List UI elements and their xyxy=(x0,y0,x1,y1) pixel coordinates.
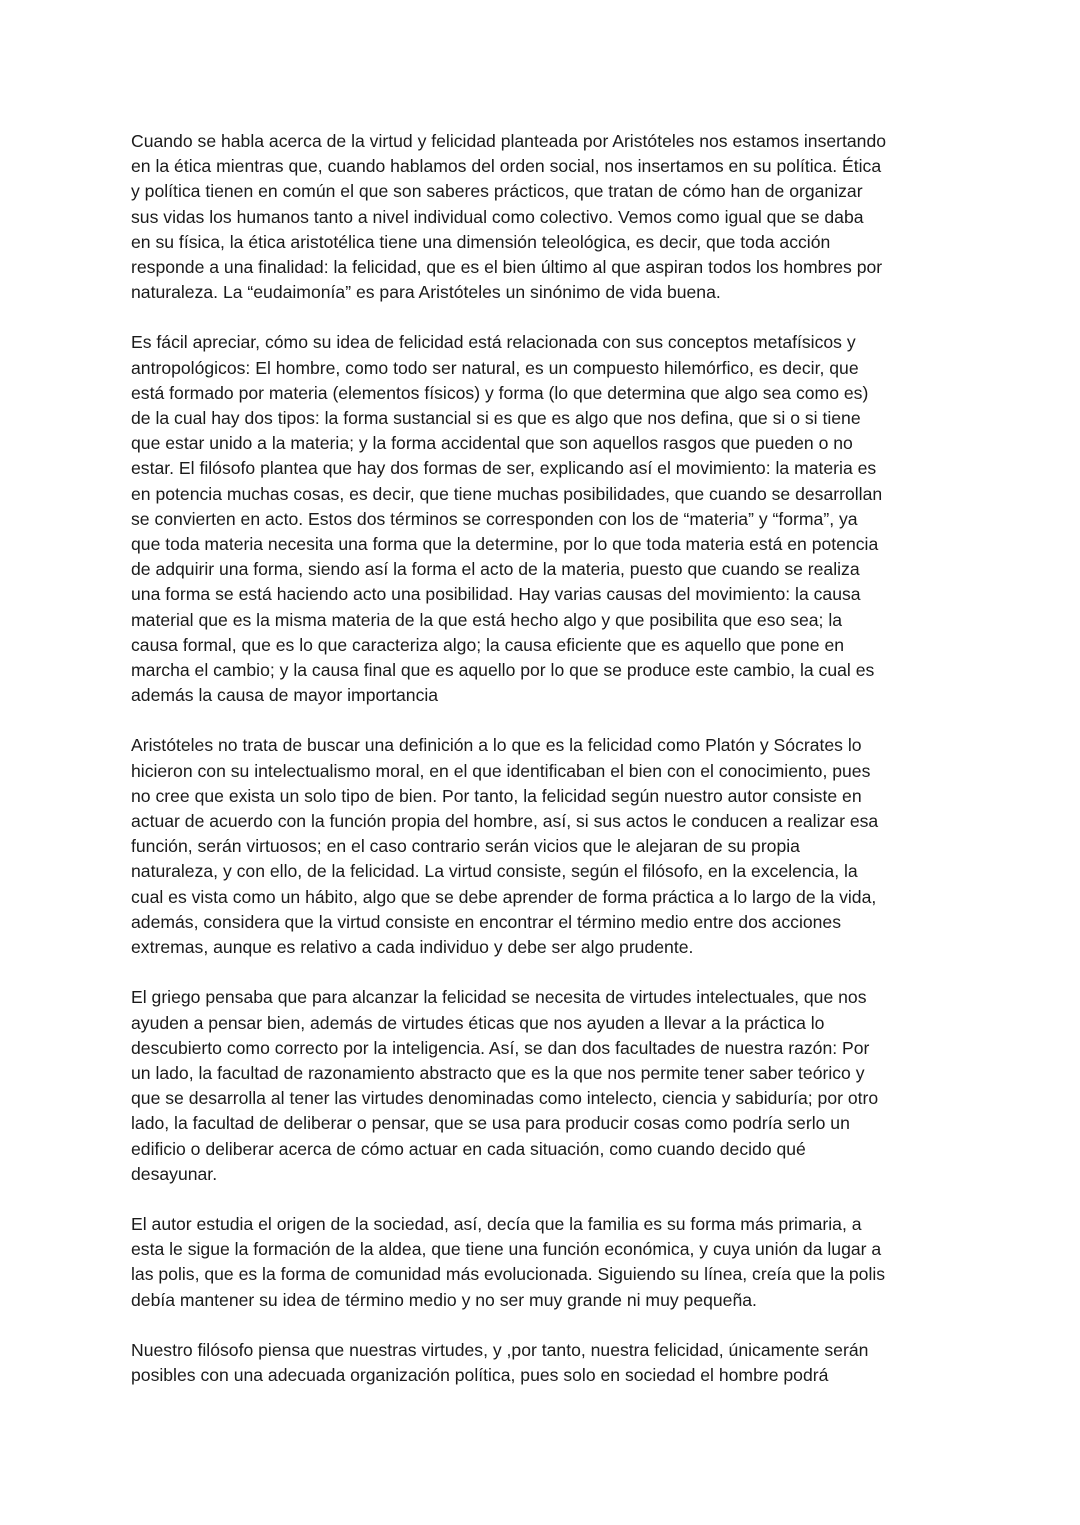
paragraph-5: El autor estudia el origen de la sociedad, así, decía que la familia es su forma más primaria, a esta le sigue la formación de la aldea, que tiene una función económica, y cuya unión da lugar a las polis, que es la forma de comunidad más evolucionada. Siguiendo su línea, creía que la polis debía mantener su idea de término medio y no ser muy grande ni muy pequeña. xyxy=(131,1213,886,1310)
paragraph-2: Es fácil apreciar, cómo su idea de felicidad está relacionada con sus conceptos metafísicos y antropológicos: El hombre, como todo ser natural, es un compuesto hilemórfico, es decir, que está formado por materia (elementos físicos) y forma (lo que determina que algo sea como es) de la cual hay dos tipos: la forma sustancial si es que es algo que nos defina, que si o si tiene que estar unido a la materia; y la forma accidental que son aquellos rasgos que pueden o no estar. El filósofo plantea que hay dos formas de ser, explicando así el movimiento: la materia es en potencia muchas cosas, es decir, que tiene muchas posibilidades, que cuando se desarrollan se convierten en acto. Estos dos términos se corresponden con los de “materia” y “forma”, ya que toda materia necesita una forma que la determine, por lo que toda materia está en potencia de adquirir una forma, siendo así la forma el acto de la materia, puesto que cuando se realiza una forma se está haciendo acto una posibilidad. Hay varias causas del movimiento: la causa material que es la misma materia de la que está hecho algo y que posibilita que eso sea; la causa formal, que es lo que caracteriza algo; la causa eficiente que es aquello que pone en marcha el cambio; y la causa final que es aquello por lo que se produce este cambio, la cual es además la causa de mayor importancia xyxy=(131,332,883,706)
paragraph-6: Nuestro filósofo piensa que nuestras virtudes, y ,por tanto, nuestra felicidad, únicamente serán posibles con una adecuada organización política, pues solo en sociedad el hombre podrá xyxy=(131,1339,869,1385)
paragraph-1: Cuando se habla acerca de la virtud y felicidad planteada por Aristóteles nos estamos insertando en la ética mientras que, cuando hablamos del orden social, nos insertamos en su política. Ética y política tienen en común el que son saberes prácticos, que tratan de cómo han de organizar sus vidas los humanos tanto a nivel individual como colectivo. Vemos como igual que se daba en su física, la ética aristotélica tiene una dimensión teleológica, es decir, que toda acción responde a una finalidad: la felicidad, que es el bien último al que aspiran todos los hombres por naturaleza. La “eudaimonía” es para Aristóteles un sinónimo de vida buena. xyxy=(131,131,887,303)
paragraph-3: Aristóteles no trata de buscar una definición a lo que es la felicidad como Platón y Sócrates lo hicieron con su intelectualismo moral, en el que identificaban el bien con el conocimiento, pues no cree que exista un solo tipo de bien. Por tanto, la felicidad según nuestro autor consiste en actuar de acuerdo con la función propia del hombre, así, si sus actos le conducen a realizar esa función, serán virtuosos; en el caso contrario serán vicios que le alejaran de su propia naturaleza, y con ello, de la felicidad. La virtud consiste, según el filósofo, en la excelencia, la cual es vista como un hábito, algo que se debe aprender de forma práctica a lo largo de la vida, además, considera que la virtud consiste en encontrar el término medio entre dos acciones extremas, aunque es relativo a cada individuo y debe ser algo prudente. xyxy=(131,735,879,958)
paragraph-4: El griego pensaba que para alcanzar la felicidad se necesita de virtudes intelectuales, que nos ayuden a pensar bien, además de virtudes éticas que nos ayuden a llevar a la práctica lo descubierto como correcto por la inteligencia. Así, se dan dos facultades de nuestra razón: Por un lado, la facultad de razonamiento abstracto que es la que nos permite tener saber teórico y que se desarrolla al tener las virtudes denominadas como intelecto, ciencia y sabiduría; por otro lado, la facultad de deliberar o pensar, que se usa para producir cosas como podría serlo un edificio o deliberar acerca de cómo actuar en cada situación, como cuando decido qué desayunar. xyxy=(131,987,879,1184)
document-body xyxy=(131,129,951,1413)
